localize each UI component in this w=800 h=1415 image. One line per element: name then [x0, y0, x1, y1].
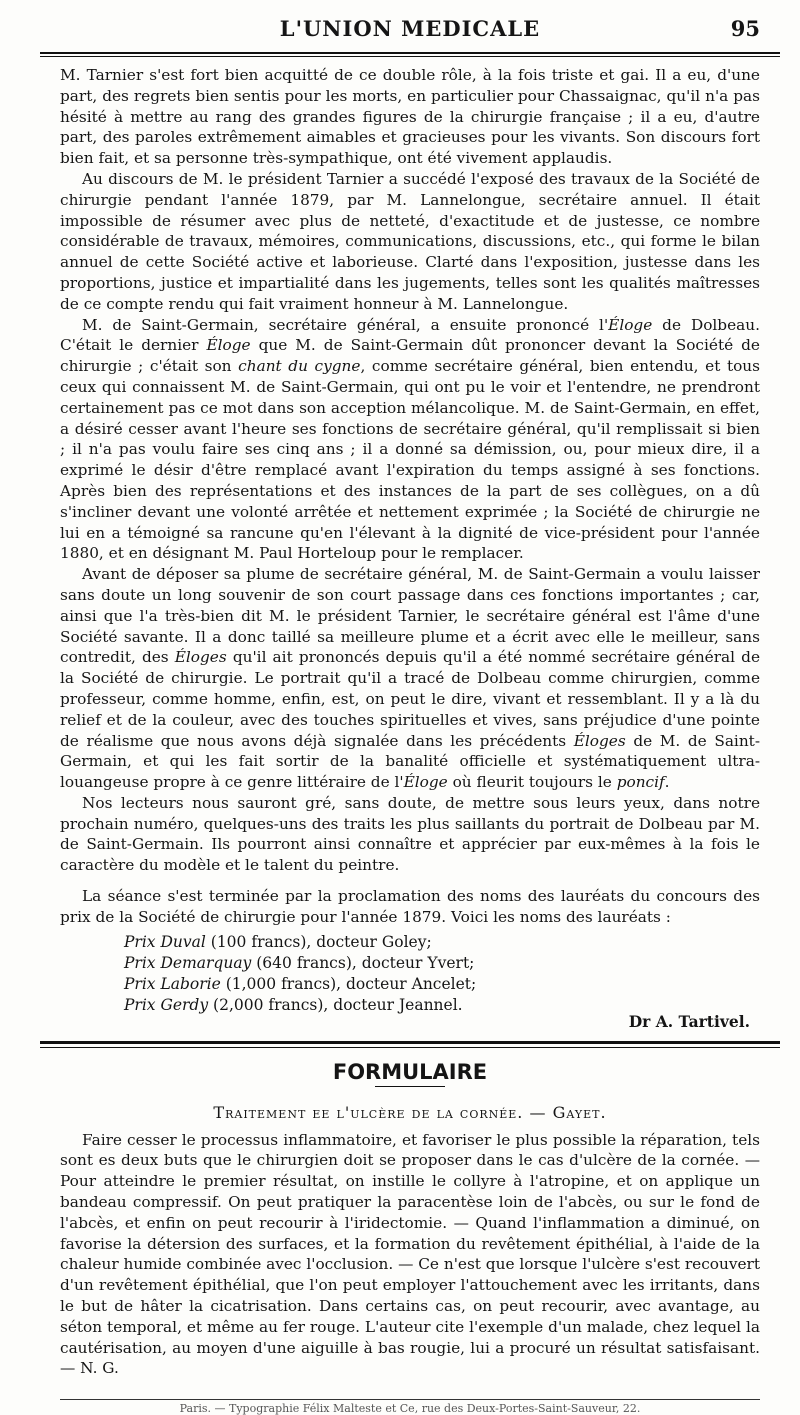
paragraph: Au discours de M. le président Tarnier a succédé l'exposé des travaux de la Société de chirurgie pendant l'année 1879, par M. Lannelongue, secrétaire annuel. Il était impossible de résumer avec plus de netteté, d'exactitude et de justesse, ce nombre considérable de travaux, mémoires, communications, discussions, etc., qui forme le bilan annuel de cette Société active et laborieuse. Clarté dans l'exposition, justesse dans les proportions, justice et impartialité dans les jugements, telles sont les qualités maîtresses de ce compte rendu qui fait vraiment honneur à M. Lannelongue.: [60, 169, 760, 313]
section-rule: [40, 1047, 780, 1048]
printer-imprint: Paris. — Typographie Félix Malteste et Ce, rue des Deux-Portes-Saint-Sauveur, 22.: [179, 1402, 641, 1415]
prize-item: Prix Gerdy (2,000 francs), docteur Jeannel.: [124, 995, 463, 1014]
prize-list: [124, 932, 760, 1016]
header-rule: [40, 52, 780, 57]
paragraph: Faire cesser le processus inflammatoire, et favoriser le plus possible la réparation, tels sont es deux buts que le chirurgien doit se proposer dans le cas d'ulcère de la cornée. — Pour atteindre le premier résultat, on instille le collyre à l'atropine, et on applique un bandeau compressif. On peut pratiquer la paracentèse loin de l'abcès, ou sur le fond de l'abcès, et enfin on peut recourir à l'iridectomie. — Quand l'inflammation a diminué, on favorise la détersion des surfaces, et la formation du revêtement épithélial, à l'aide de la chaleur humide combinée avec l'occlusion. — Ce n'est que lorsque l'ulcère s'est recouvert d'un revêtement épithélial, que l'on peut employer l'attouchement avec les irritants, dans le but de hâter la cicatrisation. Dans certains cas, on peut recourir, avec avantage, au séton temporal, et même au fer rouge. L'auteur cite l'exemple d'un malade, chez lequel la cautérisation, au moyen d'une aiguille à bas rougie, lui a procuré un résultat satisfaisant. — N. G.: [60, 1130, 760, 1378]
paragraph: Nos lecteurs nous sauront gré, sans doute, de mettre sous leurs yeux, dans notre prochain numéro, quelques-uns des traits les plus saillants du portrait de Dolbeau par M. de Saint-Germain. Ils pourront ainsi connaître et apprécier par eux-mêmes à la fois le caractère du modèle et le talent du peintre.: [60, 793, 760, 875]
page-number: 95: [730, 16, 760, 41]
journal-title: L'UNION MEDICALE: [279, 16, 541, 41]
section-subtitle: Traitement ee l'ulcère de la cornée. — Gayet.: [213, 1102, 607, 1122]
prize-item: Prix Laborie (1,000 francs), docteur Ancelet;: [124, 974, 477, 993]
footer-rule: [60, 1399, 760, 1400]
author-signature: Dr A. Tartivel.: [628, 1011, 750, 1031]
paragraph: La séance s'est terminée par la proclamation des noms des lauréats du concours des prix de la Société de chirurgie pour l'année 1879. Voici les noms des lauréats :: [60, 887, 760, 926]
paragraph: M. de Saint-Germain, secrétaire général, a ensuite prononcé l'Éloge de Dolbeau. C'était le dernier Éloge que M. de Saint-Germain dût prononcer devant la Société de chirurgie ; c'était son chant du cygne, comme secrétaire général, bien entendu, et tous ceux qui connaissent M. de Saint-Germain, qui ont pu le voir et l'entendre, ne prendront certainement pas ce mot dans son acception mélancolique. M. de Saint-Germain, en effet, a désiré cesser avant l'heure ses fonctions de secrétaire général, qu'il remplissait si bien ; il n'a pas voulu faire ses cinq ans ; il a donné sa démission, ou, pour mieux dire, il a exprimé le désir d'être remplacé avant l'expiration du temps assigné à ses fonctions. Après bien des représentations et des instances de la part de ses collègues, on a dû s'incliner devant une volonté arrêtée et nettement exprimée ; la Société de chirurgie ne lui en a témoigné sa rancune qu'en l'élevant à la dignité de vice-président pour l'année 1880, et en désignant M. Paul Horteloup pour le remplacer.: [60, 315, 761, 563]
prize-item: Prix Duval (100 francs), docteur Goley;: [124, 932, 432, 951]
section-rule: [40, 1041, 780, 1044]
paragraph: Avant de déposer sa plume de secrétaire général, M. de Saint-Germain a voulu laisser sans doute un long souvenir de son court passage dans ces fonctions importantes ; car, ainsi que l'a très-bien dit M. le président Tarnier, le secrétaire général est l'âme d'une Société savante. Il a donc taillé sa meilleure plume et a écrit avec elle le meilleur, sans contredit, des Éloges qu'il ait prononcés depuis qu'il a été nommé secrétaire général de la Société de chirurgie. Le portrait qu'il a tracé de Dolbeau comme chirurgien, comme professeur, comme homme, enfin, est, on peut le dire, vivant et ressemblant. Il y a là du relief et de la couleur, avec des touches spirituelles et vives, sans préjudice d'une pointe de réalisme que nous avons déjà signalée dans les précédents Éloges de M. de Saint-Germain, et qui les fait sortir de la banalité officielle et systématiquement ultra-louangeuse propre à ce genre littéraire de l'Éloge où fleurit toujours le poncif.: [60, 565, 760, 792]
title-underline: [375, 1086, 445, 1087]
prize-item: Prix Demarquay (640 francs), docteur Yvert;: [124, 953, 475, 972]
paragraph: M. Tarnier s'est fort bien acquitté de ce double rôle, à la fois triste et gai. Il a eu, d'une part, des regrets bien sentis pour les morts, en particulier pour Chassaignac, qu'il n'a pas hésité à mettre au rang des grandes figures de la chirurgie française ; il a eu, d'autre part, des paroles extrêmement aimables et gracieuses pour les vivants. Son discours fort bien fait, et sa personne très-sympathique, ont été vivement applaudis.: [60, 66, 760, 168]
formulaire-body: [60, 1130, 760, 1380]
section-title: FORMULAIRE: [332, 1059, 488, 1084]
running-header: [60, 0, 760, 52]
article-body: [60, 65, 760, 928]
